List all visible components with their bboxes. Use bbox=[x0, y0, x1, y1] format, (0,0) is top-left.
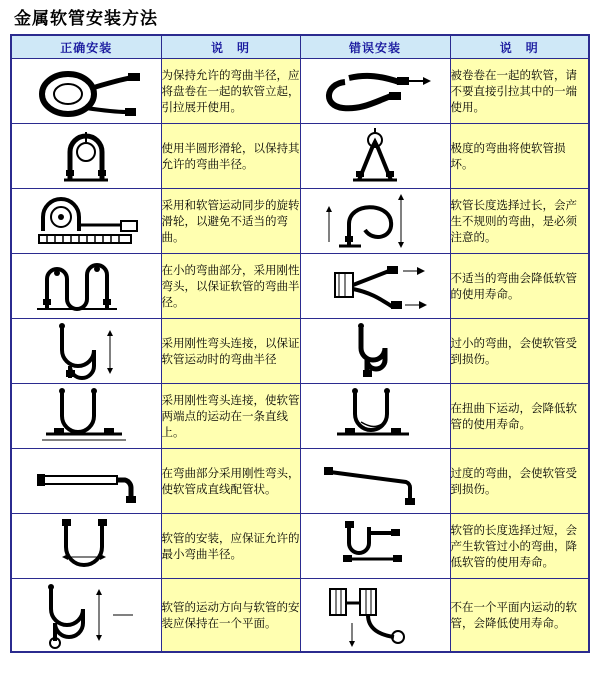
semicircular-sheave-guide-icon bbox=[12, 126, 161, 186]
header-correct-install: 正确安装 bbox=[11, 35, 161, 59]
table-row bbox=[11, 254, 589, 319]
rotating-sheave-with-chain-icon bbox=[12, 191, 161, 251]
description-correct: 采用刚性弯头连接，以保证软管运动时的弯曲半径 bbox=[161, 319, 300, 384]
description-wrong: 软管的长度选择过短，会产生软管过小的弯曲，降低软管的使用寿命。 bbox=[450, 514, 589, 579]
installation-methods-table bbox=[10, 34, 590, 653]
sharp-v-bend-pulley-icon bbox=[301, 126, 450, 186]
table-row bbox=[11, 319, 589, 384]
figure-out-of-plane-motion-install bbox=[300, 579, 450, 653]
description-wrong: 过度的弯曲，会使软管受到损伤。 bbox=[450, 449, 589, 514]
out-of-plane-motion-install-icon bbox=[301, 579, 450, 651]
description-correct: 软管的运动方向与软管的安装应保持在一个平面。 bbox=[161, 579, 300, 653]
description-correct: 在弯曲部分采用刚性弯头，使软管成直线配管状。 bbox=[161, 449, 300, 514]
twisted-u-hose-motion-icon bbox=[301, 386, 450, 446]
figure-coiled-hose-pulled-end bbox=[300, 59, 450, 124]
figure-sharp-v-bend-pulley bbox=[300, 124, 450, 189]
description-wrong: 过小的弯曲，会使软管受到损伤。 bbox=[450, 319, 589, 384]
figure-rigid-elbow-straight-line-motion bbox=[11, 384, 161, 449]
description-correct: 采用刚性弯头连接，使软管两端点的运动在一条直线上。 bbox=[161, 384, 300, 449]
figure-loose-long-hose-loop bbox=[300, 189, 450, 254]
description-correct: 使用半圆形滑轮，以保持其允许的弯曲半径。 bbox=[161, 124, 300, 189]
description-correct: 软管的安装，应保证允许的最小弯曲半径。 bbox=[161, 514, 300, 579]
description-correct: 在小的弯曲部分，采用刚性弯头，以保证软管的弯曲半径。 bbox=[161, 254, 300, 319]
coiled-hose-pulled-end-icon bbox=[301, 62, 450, 120]
too-long-hose-small-bend-icon bbox=[301, 517, 450, 575]
figure-excessive-bend-straight-run bbox=[300, 449, 450, 514]
figure-rigid-elbow-u-loop bbox=[11, 319, 161, 384]
rigid-elbow-straight-line-motion-icon bbox=[12, 386, 161, 446]
figure-improper-tight-bend-angle bbox=[300, 254, 450, 319]
header-wrong-install: 错误安装 bbox=[300, 35, 450, 59]
description-wrong: 软管长度选择过长，会产生不规则的弯曲，是必须注意的。 bbox=[450, 189, 589, 254]
page-title: 金属软管安装方法 bbox=[14, 9, 158, 29]
figure-too-long-hose-small-bend bbox=[300, 514, 450, 579]
figure-minimum-bend-radius-u-hose bbox=[11, 514, 161, 579]
table-row bbox=[11, 59, 589, 124]
over-tight-u-bend-icon bbox=[301, 320, 450, 382]
coiled-hose-roll-icon bbox=[12, 62, 161, 120]
description-wrong: 被卷卷在一起的软管，请不要直接引拉其中的一端使用。 bbox=[450, 59, 589, 124]
improper-tight-bend-angle-icon bbox=[301, 257, 450, 315]
same-plane-motion-install-icon bbox=[12, 579, 161, 651]
table-row bbox=[11, 124, 589, 189]
header-wrong-description: 说 明 bbox=[450, 35, 589, 59]
description-wrong: 不在一个平面内运动的软管，会降低使用寿命。 bbox=[450, 579, 589, 653]
figure-twisted-u-hose-motion bbox=[300, 384, 450, 449]
figure-straight-pipe-with-elbow bbox=[11, 449, 161, 514]
figure-coiled-hose-roll bbox=[11, 59, 161, 124]
table-row bbox=[11, 449, 589, 514]
loose-long-hose-loop-icon bbox=[301, 190, 450, 252]
table-header-row bbox=[11, 35, 589, 59]
rigid-elbow-u-loop-icon bbox=[12, 320, 161, 382]
table-row bbox=[11, 514, 589, 579]
excessive-bend-straight-run-icon bbox=[301, 456, 450, 506]
description-wrong: 极度的弯曲将使软管损坏。 bbox=[450, 124, 589, 189]
rigid-elbow-small-bend-icon bbox=[12, 255, 161, 317]
table-row bbox=[11, 189, 589, 254]
figure-rotating-sheave-with-chain bbox=[11, 189, 161, 254]
figure-same-plane-motion-install bbox=[11, 579, 161, 653]
figure-rigid-elbow-small-bend bbox=[11, 254, 161, 319]
description-correct: 采用和软管运动同步的旋转滑轮，以避免不适当的弯曲。 bbox=[161, 189, 300, 254]
table-row bbox=[11, 579, 589, 653]
figure-semicircular-sheave-guide bbox=[11, 124, 161, 189]
description-correct: 为保持允许的弯曲半径，应将盘卷在一起的软管立起，引拉展开使用。 bbox=[161, 59, 300, 124]
straight-pipe-with-elbow-icon bbox=[12, 456, 161, 506]
minimum-bend-radius-u-hose-icon bbox=[12, 517, 161, 575]
figure-over-tight-u-bend bbox=[300, 319, 450, 384]
header-correct-description: 说 明 bbox=[161, 35, 300, 59]
description-wrong: 不适当的弯曲会降低软管的使用寿命。 bbox=[450, 254, 589, 319]
description-wrong: 在扭曲下运动，会降低软管的使用寿命。 bbox=[450, 384, 589, 449]
table-row bbox=[11, 384, 589, 449]
